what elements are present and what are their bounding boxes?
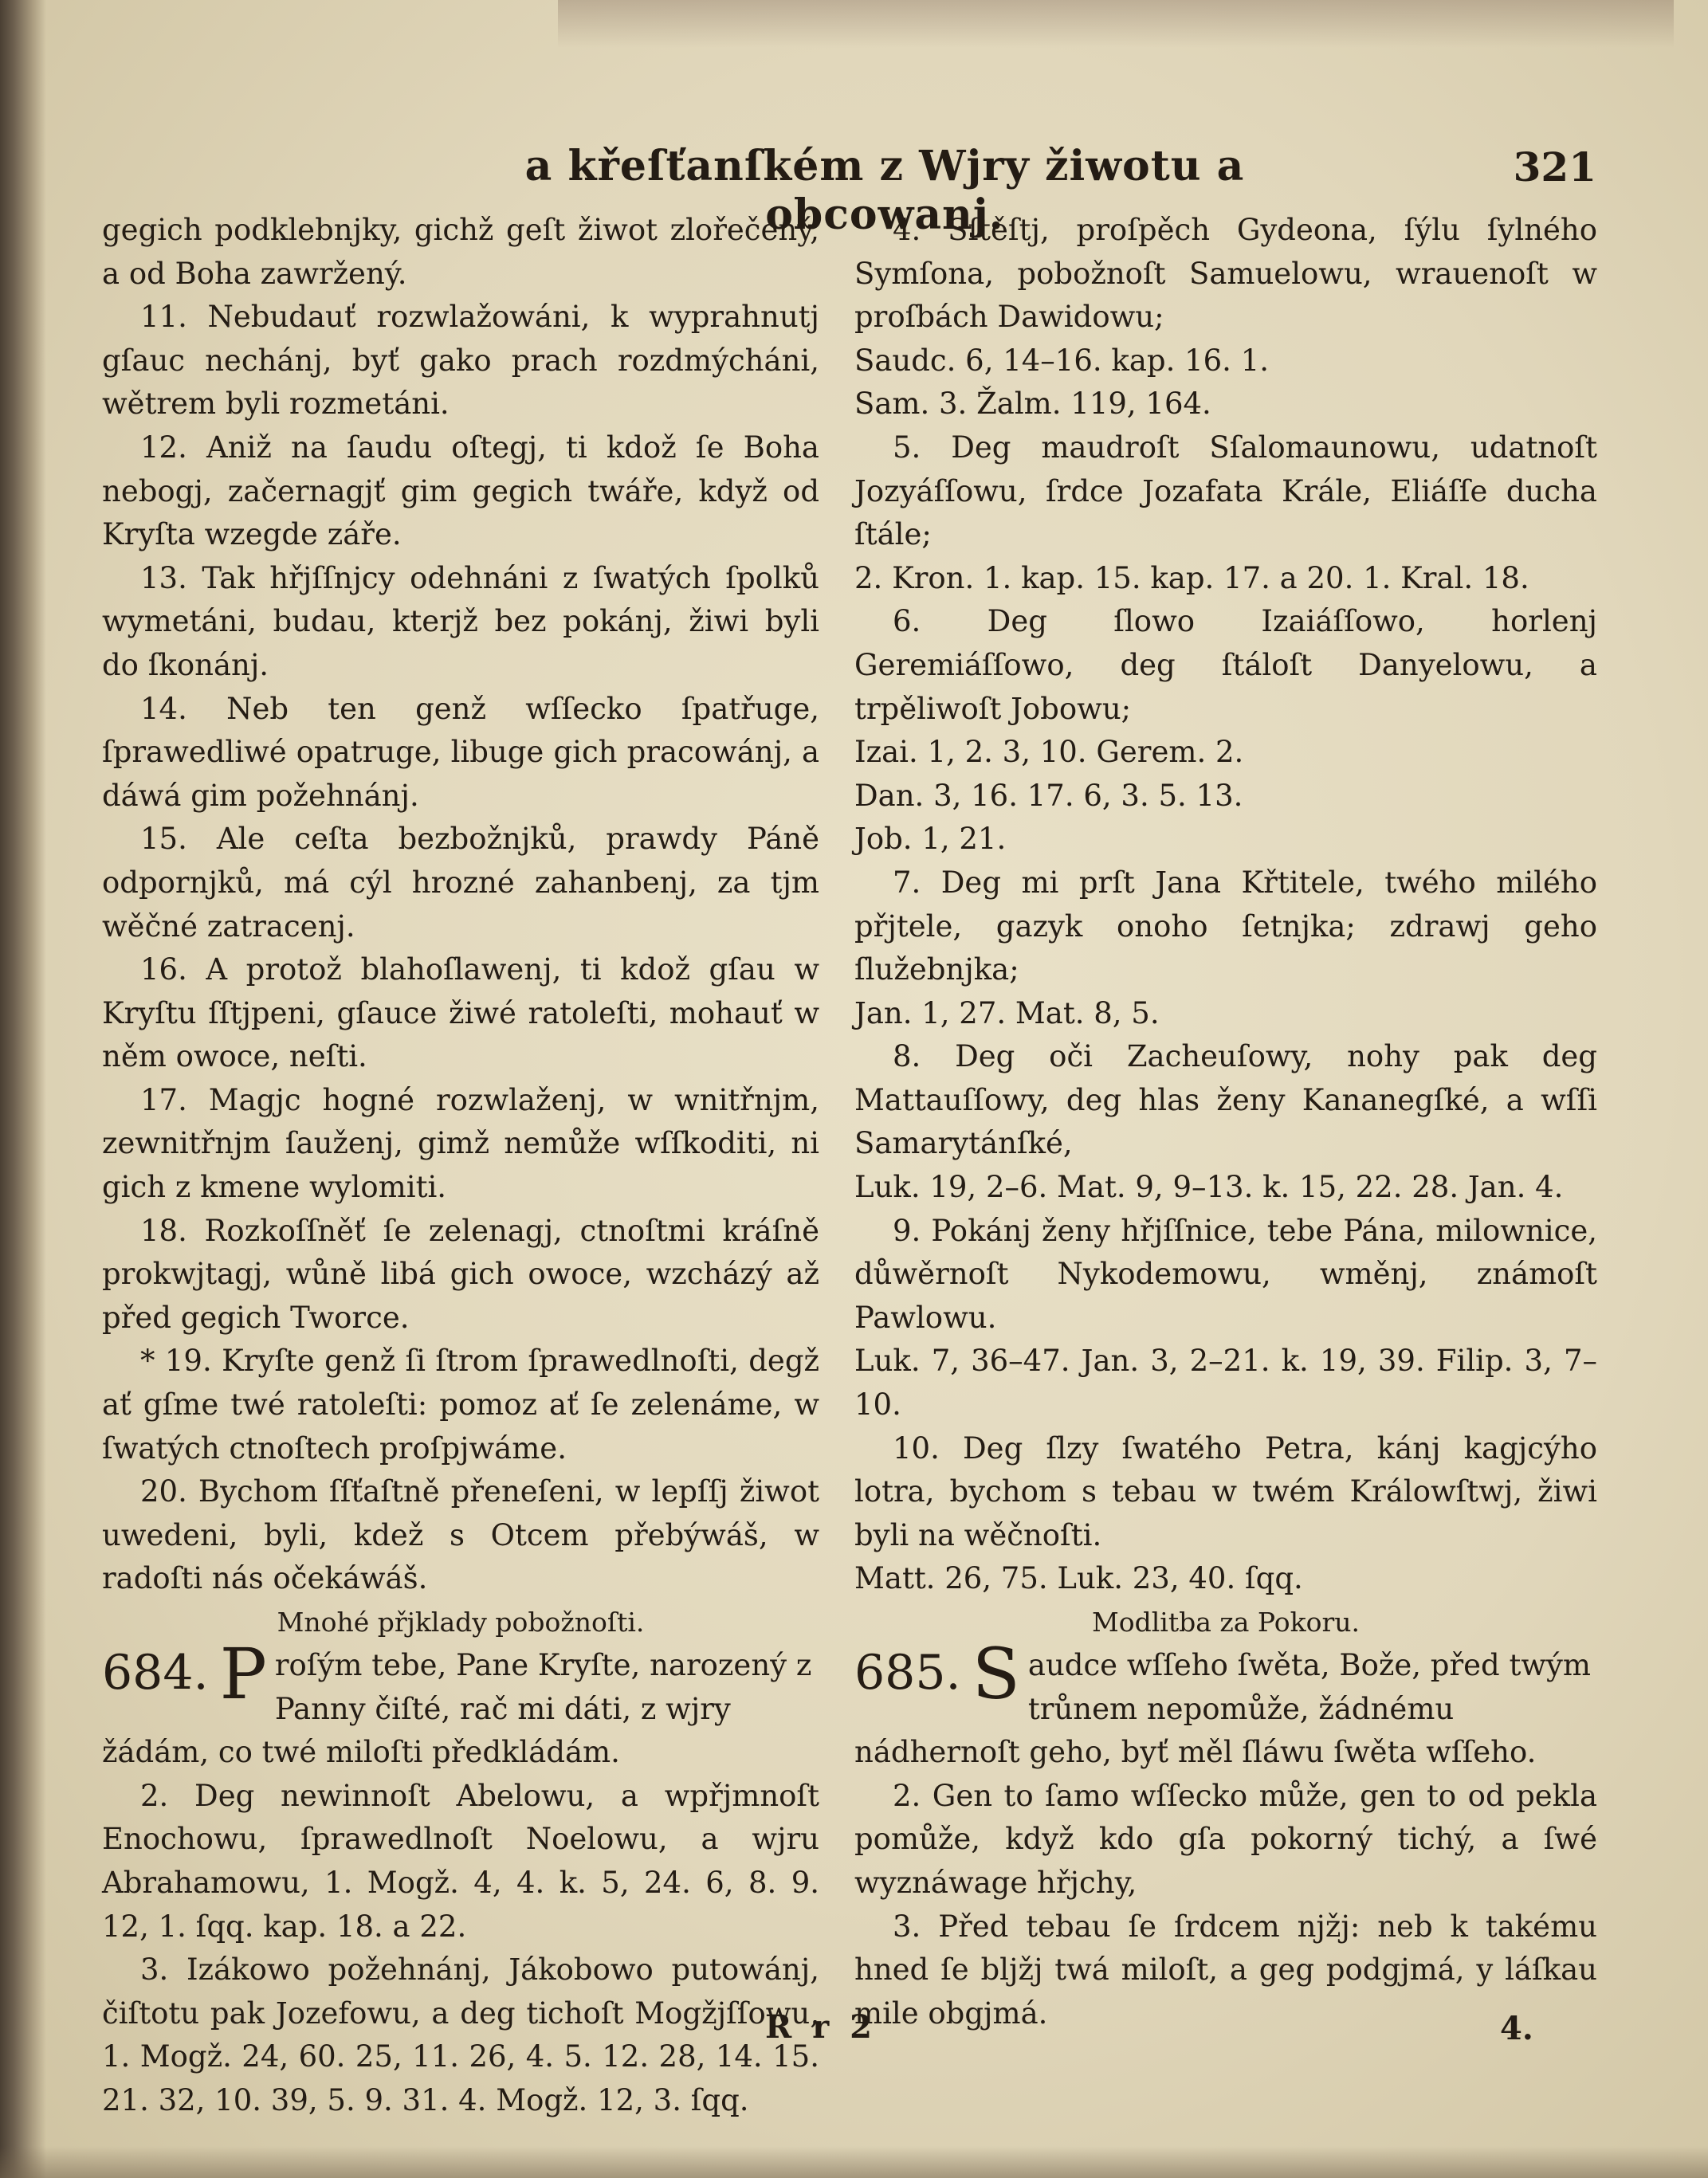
- paragraph: 16. A protož blahoſlawenj, ti kdož gſau w Kryſtu ſſtjpeni, gſauce žiwé ratoleſti, mohauť w něm owoce, neſti.: [102, 952, 819, 1074]
- paragraph: 15. Ale ceſta bezbožnjků, prawdy Páně odpornjků, má cýl hrozné zahanbenj, za tjm wěčné zatracenj.: [102, 822, 819, 944]
- paragraph: 18. Rozkoſſněť ſe zelenagj, ctnoſtmi kráſně prokwjtagj, wůně libá gich owoce, wzcházý až před gegich Tworce.: [102, 1213, 819, 1335]
- paragraph: 13. Tak hřjſſnjcy odehnáni z ſwatých ſpolků wymetáni, budau, kterjž bez pokánj, žiwi byli do ſkonánj.: [102, 560, 819, 682]
- catchword: 4.: [1500, 2010, 1533, 2047]
- reference: Luk. 19, 2–6. Mat. 9, 9–13. k. 15, 22. 28. Jan. 4.: [854, 1170, 1564, 1205]
- paragraph: 8. Deg oči Zacheuſowy, nohy pak deg Mattauſſowy, deg hlas ženy Kananegſké, a wſſi Samarytánſké,: [854, 1039, 1597, 1161]
- paragraph: audce wſſeho ſwěta, Bože, před twým trůnem nepomůže, žádnému nádhernoſt geho, byť měl ſláwu ſwěta wſſeho.: [854, 1648, 1591, 1770]
- reference: Saudc. 6, 14–16. kap. 16. 1.: [854, 343, 1270, 378]
- hymn-685: [854, 1633, 1597, 1775]
- hymn-number: 684.: [102, 1645, 209, 1701]
- paragraph: 4. Sſtěſtj, proſpěch Gydeona, ſýlu ſylného Symſona, pobožnoſt Samuelowu, wrauenoſt w proſbách Dawidowu;: [854, 213, 1597, 335]
- paragraph: 3. Před tebau ſe ſrdcem njžj: neb k takému hned ſe bljžj twá miloſt, a geg podgjmá, y láſkau mile obgjmá.: [854, 1909, 1597, 2031]
- paragraph: gegich podklebnjky, gichž geſt žiwot zlořečený, a od Boha zawržený.: [102, 213, 819, 291]
- reference: Matt. 26, 75. Luk. 23, 40. ſqq.: [854, 1561, 1303, 1596]
- paragraph: 7. Deg mi prſt Jana Křtitele, twého milého přjtele, gazyk onoho ſetnjka; zdrawj geho ſlužebnjka;: [854, 865, 1597, 987]
- paragraph: 11. Nebudauť rozwlažowáni, k wyprahnutj gſauc nechánj, byť gako prach rozdmýcháni, wětrem byli rozmetáni.: [102, 300, 819, 422]
- paragraph: roſým tebe, Pane Kryſte, narozený z Panny čiſté, rač mi dáti, z wjry žádám, co twé miloſti předkládám.: [102, 1648, 812, 1770]
- paragraph: 9. Pokánj ženy hřjſſnice, tebe Pána, milownice, důwěrnoſt Nykodemowu, wměnj, známoſt Pawlowu.: [854, 1213, 1597, 1335]
- hymn-number: 685.: [854, 1645, 961, 1701]
- running-head: a křeſťanſkém z Wjry žiwotu a obcowanj.: [524, 142, 1245, 239]
- reference: Izai. 1, 2. 3, 10. Gerem. 2.: [854, 735, 1244, 770]
- binding-shadow: [0, 0, 46, 2178]
- paragraph: 17. Magjc hogné rozwlaženj, w wnitřnjm, zewnitřnjm ſauženj, gimž nemůže wſſkoditi, ni gich z kmene wylomiti.: [102, 1082, 819, 1205]
- page-number: 321: [1513, 143, 1596, 190]
- reference: Jan. 1, 27. Mat. 8, 5.: [854, 995, 1160, 1030]
- top-stain: [558, 0, 1674, 48]
- paragraph: 2. Gen to ſamo wſſecko může, gen to od pekla pomůže, když kdo gſa pokorný tichý, a ſwé wyznáwage hřjchy,: [854, 1778, 1597, 1900]
- reference: Luk. 7, 36–47. Jan. 3, 2–21. k. 19, 39. Filip. 3, 7–10.: [854, 1344, 1597, 1423]
- paragraph: 20. Bychom ſſťaſtně přeneſeni, w lepſſj žiwot uwedeni, byli, kdež s Otcem přebýwáš, w radoſti nás očekáwáš.: [102, 1474, 819, 1596]
- drop-initial: P: [219, 1633, 267, 1715]
- reference: 2. Kron. 1. kap. 15. kap. 17. a 20. 1. Kral. 18.: [854, 560, 1529, 595]
- paragraph: 6. Deg ſlowo Izaiáſſowo, horlenj Geremiáſſowo, deg ſtáloſt Danyelowu, a trpěliwoſt Jobowu;: [854, 604, 1597, 726]
- paragraph: 3. Izákowo požehnánj, Jákobowo putowánj, čiſtotu pak Jozefowu, a deg tichoſt Mogžjſſowu, 1. Mogž. 24, 60. 25, 11. 26, 4. 5. 12. 28, 14. 15. 21. 32, 10. 39, 5. 9. 31. 4. Mogž. 12, 3. ſqq.: [102, 1952, 819, 2117]
- paragraph: 5. Deg maudroſt Sſalomaunowu, udatnoſt Jozyáſſowu, ſrdce Jozafata Krále, Eliáſſe ducha ſtále;: [854, 430, 1597, 552]
- paragraph: * 19. Kryſte genž ſi ſtrom ſprawedlnoſti, degž ať gſme twé ratoleſti: pomoz ať ſe zelenáme, w ſwatých ctnoſtech proſpjwáme.: [102, 1344, 819, 1466]
- section-heading: Mnohé přjklady pobožnoſti.: [277, 1607, 645, 1638]
- paragraph: 10. Deg ſlzy ſwatého Petra, kánj kagjcýho lotra, bychom s tebau w twém Králowſtwj, žiwi byli na wěčnoſti.: [854, 1430, 1597, 1552]
- reference: Sam. 3. Žalm. 119, 164.: [854, 387, 1211, 422]
- drop-initial: S: [972, 1633, 1020, 1715]
- right-column: [854, 209, 1597, 2035]
- reference: Dan. 3, 16. 17. 6, 3. 5. 13.: [854, 778, 1243, 813]
- paragraph: 14. Neb ten genž wſſecko ſpatřuge, ſprawedliwé opatruge, libuge gich pracowánj, a dáwá gim požehnánj.: [102, 691, 819, 813]
- bottom-edge: [0, 2146, 1708, 2178]
- paragraph: 2. Deg newinnoſt Abelowu, a wpřjmnoſt Enochowu, ſprawedlnoſt Noelowu, a wjru Abrahamowu, 1. Mogž. 4, 4. k. 5, 24. 6, 8. 9. 12, 1. ſqq. kap. 18. a 22.: [102, 1778, 819, 1944]
- reference: Job. 1, 21.: [854, 822, 1007, 857]
- signature-mark: R r 2: [765, 2008, 877, 2046]
- left-column: [102, 209, 819, 2123]
- paragraph: 12. Aniž na ſaudu oſtegj, ti kdož ſe Boha nebogj, začernagjť gim gegich twáře, když od Kryſta wzegde záře.: [102, 430, 819, 552]
- section-heading: Modlitba za Pokoru.: [1091, 1607, 1361, 1638]
- hymn-684: [102, 1633, 819, 1775]
